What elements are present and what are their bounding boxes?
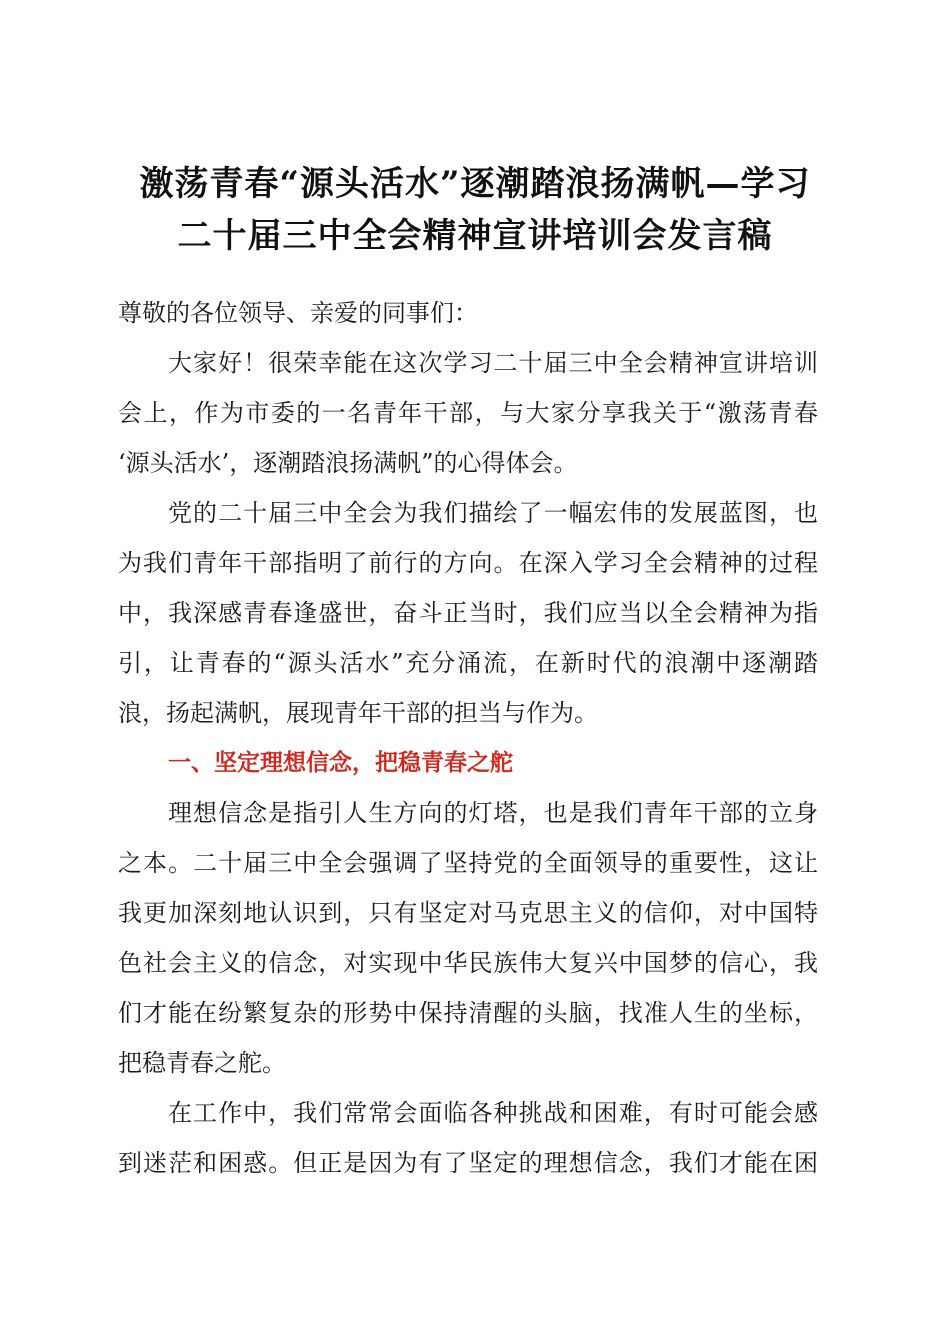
- document-title-line-1: 激荡青春“源头活水”逐潮踏浪扬满帆—学习: [139, 164, 811, 204]
- paragraph-line: 我更加深刻地认识到，只有坚定对马克思主义的信仰，对中国特: [118, 899, 818, 927]
- paragraph-line: 到迷茫和困惑。但正是因为有了坚定的理想信念，我们才能在困: [118, 1149, 818, 1177]
- salutation: 尊敬的各位领导、亲爱的同事们：: [118, 299, 478, 327]
- paragraph-line: 会上，作为市委的一名青年干部，与大家分享我关于“激荡青春: [118, 399, 818, 427]
- paragraph-line: 们才能在纷繁复杂的形势中保持清醒的头脑，找准人生的坐标，: [118, 999, 818, 1027]
- paragraph-3: [118, 788, 818, 1088]
- section-heading: 一、坚定理想信念，把稳青春之舵: [168, 750, 513, 776]
- paragraph-line: 大家好！很荣幸能在这次学习二十届三中全会精神宣讲培训: [168, 349, 818, 377]
- paragraph-line: 为我们青年干部指明了前行的方向。在深入学习全会精神的过程: [118, 549, 818, 577]
- paragraph-line: 浪，扬起满帆，展现青年干部的担当与作为。: [118, 699, 598, 727]
- paragraph-line: 党的二十届三中全会为我们描绘了一幅宏伟的发展蓝图，也: [168, 499, 818, 527]
- paragraph-2: [118, 488, 818, 738]
- document-title-line-2: 二十届三中全会精神宣讲培训会发言稿: [177, 216, 773, 256]
- paragraph-line: 理想信念是指引人生方向的灯塔，也是我们青年干部的立身: [168, 799, 818, 827]
- paragraph-line: 把稳青春之舵。: [118, 1049, 286, 1077]
- paragraph-4: [118, 1088, 818, 1188]
- paragraph-line: 引，让青春的“源头活水”充分涌流，在新时代的浪潮中逐潮踏: [118, 649, 818, 677]
- paragraph-line: 色社会主义的信念，对实现中华民族伟大复兴中国梦的信心，我: [118, 949, 818, 977]
- paragraph-line: 在工作中，我们常常会面临各种挑战和困难，有时可能会感: [168, 1099, 818, 1127]
- paragraph-line: 中，我深感青春逢盛世，奋斗正当时，我们应当以全会精神为指: [118, 599, 818, 627]
- paragraph-1: [118, 338, 818, 488]
- document-body: [118, 288, 818, 1188]
- paragraph-line: ‘源头活水’，逐潮踏浪扬满帆”的心得体会。: [118, 449, 578, 477]
- paragraph-line: 之本。二十届三中全会强调了坚持党的全面领导的重要性，这让: [118, 849, 818, 877]
